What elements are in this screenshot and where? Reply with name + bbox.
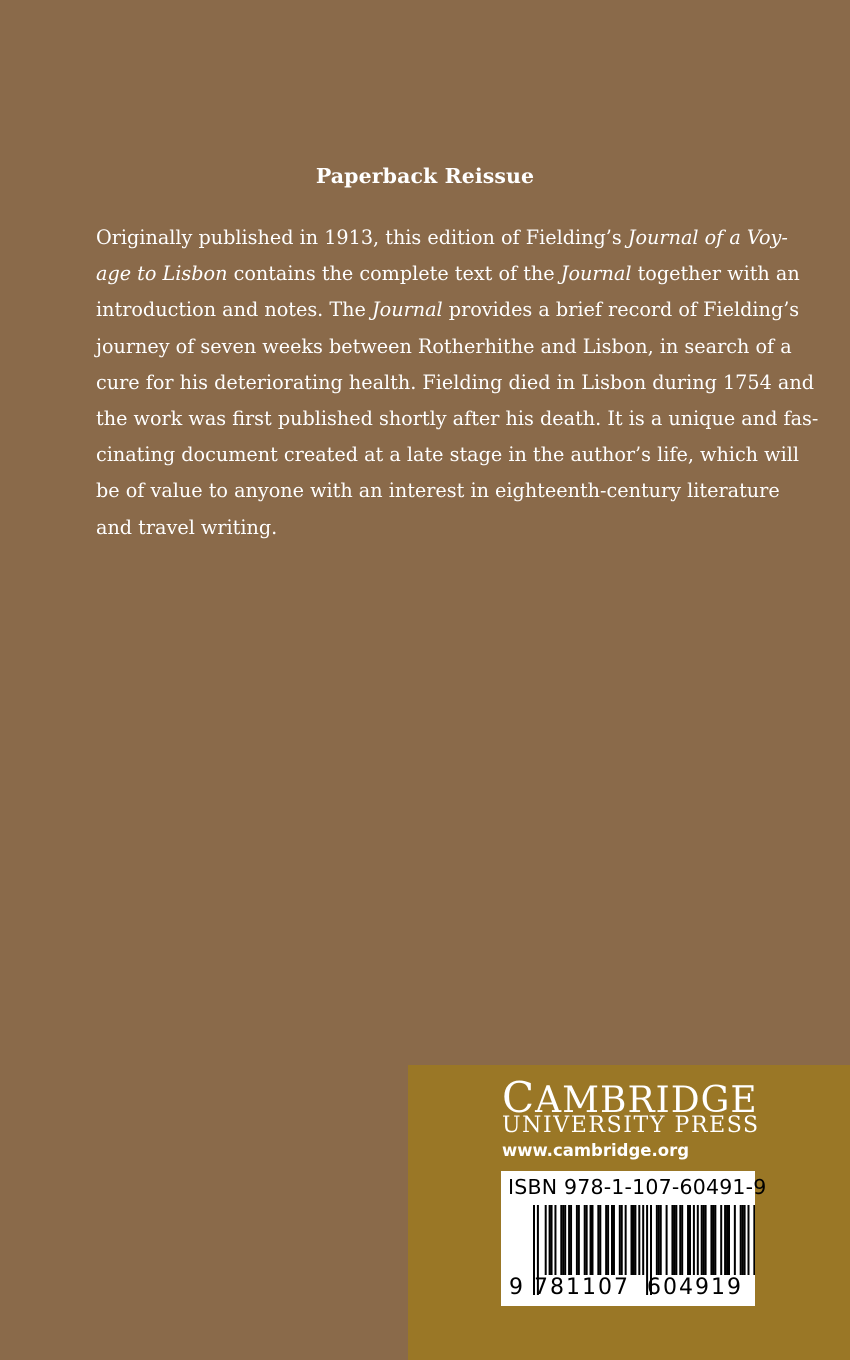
- description-text: Originally published in 1913, this edition of Fielding’s: [96, 226, 628, 249]
- barcode-bar: [578, 1205, 580, 1275]
- description-text: introduction and notes. The: [96, 298, 372, 322]
- italic-title-text: Journal: [371, 298, 443, 322]
- barcode-bar: [656, 1205, 658, 1275]
- barcode-bar: [634, 1205, 636, 1275]
- publisher-panel: [408, 1065, 850, 1360]
- description-line: [96, 329, 792, 365]
- barcode-bar: [562, 1205, 564, 1275]
- barcode-bar: [564, 1205, 566, 1275]
- barcode-bar: [549, 1205, 551, 1275]
- barcode-bar: [586, 1205, 588, 1275]
- barcode-bar: [631, 1205, 633, 1275]
- barcode-bar: [576, 1205, 578, 1275]
- description-line: [96, 220, 788, 256]
- barcode-bar: [734, 1205, 736, 1275]
- reissue-heading: Paperback Reissue: [315, 164, 535, 188]
- barcode-bar: [712, 1205, 714, 1275]
- barcode-bar: [720, 1205, 722, 1275]
- barcode-bar: [724, 1205, 726, 1275]
- barcode-bar: [619, 1205, 621, 1275]
- description-text: together with an: [631, 262, 800, 286]
- barcode-bar: [675, 1205, 677, 1275]
- description-line: [96, 365, 814, 401]
- description-line: [96, 510, 754, 546]
- publisher-logo-rest: AMBRIDGE: [535, 1080, 758, 1121]
- barcode-bar: [742, 1205, 744, 1275]
- barcode-bar: [666, 1205, 668, 1275]
- barcode-right-digits: 604919: [647, 1275, 741, 1300]
- barcode-bar: [697, 1205, 699, 1275]
- description-line: [96, 292, 800, 328]
- description-line: [96, 256, 800, 292]
- barcode-bar: [703, 1205, 705, 1275]
- barcode-bar: [599, 1205, 601, 1275]
- barcode-bar: [554, 1205, 556, 1275]
- barcode-bar: [625, 1205, 627, 1275]
- description-text: journey of seven weeks between Rotherhithe and Lisbon, in search of a: [96, 334, 792, 358]
- barcode-bar: [560, 1205, 562, 1275]
- description-text: be of value to anyone with an interest in eighteenth-century literature: [96, 479, 780, 503]
- barcode-bar: [621, 1205, 623, 1275]
- italic-title-text: Journal of a Voy-: [627, 226, 788, 249]
- barcode-bar: [638, 1205, 640, 1275]
- barcode-bar: [705, 1205, 707, 1275]
- barcode-bar: [597, 1205, 599, 1275]
- description-text: and travel writing.: [96, 515, 278, 539]
- barcode-bar: [642, 1205, 644, 1275]
- barcode-bar: [570, 1205, 572, 1275]
- barcode-bar: [607, 1205, 609, 1275]
- barcode-bar: [673, 1205, 675, 1275]
- barcode-lead-digit: 9: [509, 1275, 523, 1300]
- barcode-bar: [714, 1205, 716, 1275]
- barcode-bar: [710, 1205, 712, 1275]
- italic-title-text: age to Lisbon: [96, 262, 228, 286]
- barcode-bar: [687, 1205, 689, 1275]
- book-description: [96, 220, 819, 546]
- description-text: the work was first published shortly after his death. It is a unique and fas-: [96, 406, 819, 430]
- description-line: [96, 437, 799, 473]
- barcode-bar: [744, 1205, 746, 1275]
- description-line: [96, 401, 819, 437]
- barcode-graphic: [501, 1171, 755, 1306]
- barcode-bar: [613, 1205, 615, 1275]
- barcode-bar: [632, 1205, 634, 1275]
- barcode-bar: [660, 1205, 662, 1275]
- description-text: cinating document created at a late stage in the author’s life, which will: [96, 443, 799, 467]
- publisher-logo-subtitle: UNIVERSITY PRESS: [502, 1113, 760, 1138]
- description-text: contains the complete text of the: [227, 262, 561, 286]
- isbn-number: ISBN 978-1-107-60491-9: [508, 1175, 767, 1199]
- barcode-bar: [701, 1205, 703, 1275]
- barcode-bar: [753, 1205, 755, 1275]
- barcode-bar: [671, 1205, 673, 1275]
- barcode-bar: [681, 1205, 683, 1275]
- barcode-bar: [568, 1205, 570, 1275]
- description-text: cure for his deteriorating health. Fielding died in Lisbon during 1754 and: [96, 370, 814, 394]
- barcode-bar: [590, 1205, 592, 1275]
- barcode-bar: [748, 1205, 750, 1275]
- publisher-logo-initial: C: [502, 1073, 536, 1122]
- barcode-bar: [658, 1205, 660, 1275]
- barcode-bar: [592, 1205, 594, 1275]
- barcode-bar: [693, 1205, 695, 1275]
- barcode-bar: [584, 1205, 586, 1275]
- italic-title-text: Journal: [560, 262, 632, 286]
- barcode-bar: [679, 1205, 681, 1275]
- barcode-bar: [728, 1205, 730, 1275]
- barcode-bar: [605, 1205, 607, 1275]
- barcode-bar: [545, 1205, 547, 1275]
- barcode-bar: [611, 1205, 613, 1275]
- barcode-bar: [689, 1205, 691, 1275]
- description-line: [96, 473, 780, 509]
- description-text: provides a brief record of Fielding’s: [442, 298, 800, 322]
- publisher-website: www.cambridge.org: [502, 1141, 690, 1160]
- barcode-bar: [726, 1205, 728, 1275]
- barcode-bar: [551, 1205, 553, 1275]
- isbn-barcode-box: [501, 1171, 767, 1306]
- barcode-left-digits: 781107: [534, 1275, 628, 1300]
- barcode-bar: [740, 1205, 742, 1275]
